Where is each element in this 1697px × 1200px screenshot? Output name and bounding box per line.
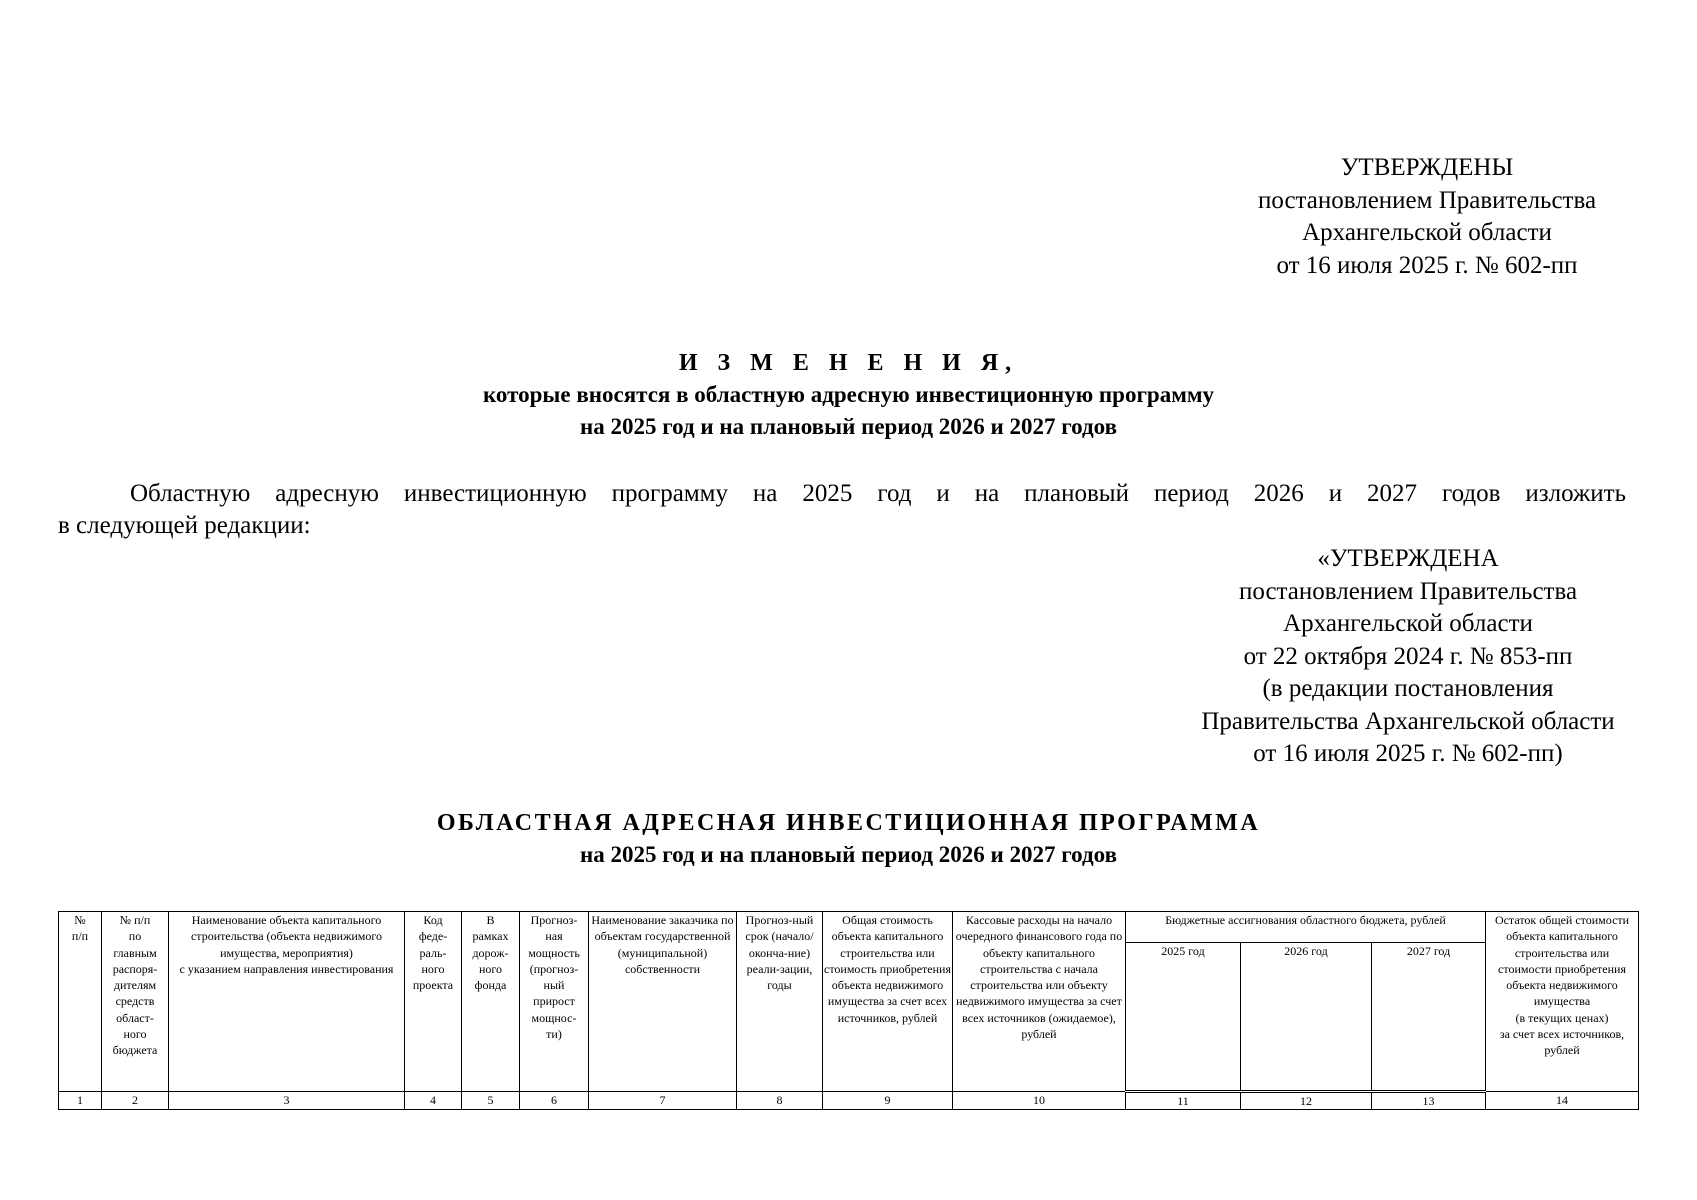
column-number: 10: [953, 1092, 1126, 1110]
investment-program-table: [58, 911, 1639, 1110]
header-year-2026: 2026 год: [1241, 943, 1372, 1092]
header-year-2025: 2025 год: [1126, 943, 1241, 1092]
header-number: № п/п: [59, 912, 102, 1092]
program-heading: ОБЛАСТНАЯ АДРЕСНАЯ ИНВЕСТИЦИОННАЯ ПРОГРАММА: [436, 810, 1261, 836]
column-number: 6: [520, 1092, 589, 1110]
header-budget-allocations: Бюджетные ассигнования областного бюджета, рублей: [1126, 912, 1486, 943]
intro-line-1: Областную адресную инвестиционную программу на 2025 год и на плановый период 2026 и 2027 годов изложить: [130, 480, 1626, 507]
column-number: 1: [59, 1092, 102, 1110]
approval-line: Архангельской области: [1302, 219, 1552, 246]
approval-line: УТВЕРЖДЕНЫ: [1340, 154, 1514, 181]
approval-line: Архангельской области: [1283, 610, 1533, 637]
header-object-name: Наименование объекта капитального строительства (объекта недвижимого имущества, мероприятия) с указанием направления инвестирования: [169, 912, 405, 1092]
approval-line: от 16 июля 2025 г. № 602-пп: [1276, 251, 1578, 279]
column-number: 8: [737, 1092, 823, 1110]
approval-line: «УТВЕРЖДЕНА: [1317, 545, 1499, 572]
changes-title: [0, 347, 1697, 443]
header-road-fund: В рамках дорож- ного фонда: [462, 912, 520, 1092]
approval-line: постановлением Правительства: [1238, 577, 1578, 605]
column-number: 14: [1486, 1092, 1639, 1110]
intro-line-2: в следующей редакции:: [58, 512, 311, 539]
column-number-row: [59, 1092, 1639, 1110]
approval-stamp-top: [1227, 152, 1627, 282]
header-cash-expenses: Кассовые расходы на начало очередного финансового года по объекту капитального строительства с начала строительства или объекту недвижимого имущества за счет всех источников (ожидаемое), рублей: [953, 912, 1126, 1092]
changes-subheading-1: которые вносятся в областную адресную инвестиционную программу: [482, 382, 1215, 407]
program-title: [0, 807, 1697, 871]
header-remaining-cost: Остаток общей стоимости объекта капитального строительства или стоимости приобретения объекта недвижимого имущества (в текущих ценах) за счет всех источников, рублей: [1486, 912, 1639, 1092]
column-number: 12: [1241, 1092, 1372, 1110]
column-number: 9: [823, 1092, 953, 1110]
changes-heading: И З М Е Н Е Н И Я,: [678, 350, 1019, 376]
program-subheading: на 2025 год и на плановый период 2026 и 2027 годов: [580, 842, 1117, 867]
approval-stamp-program: [1155, 543, 1661, 771]
header-federal-project-code: Код феде- раль- ного проекта: [405, 912, 462, 1092]
column-number: 7: [589, 1092, 737, 1110]
header-number-by-manager: № п/п по главным распоря- дителям средств област- ного бюджета: [102, 912, 169, 1092]
column-number: 5: [462, 1092, 520, 1110]
header-forecast-capacity: Прогноз- ная мощность (прогноз- ный прирост мощнос- ти): [520, 912, 589, 1092]
header-implementation-period: Прогноз-ный срок (начало/ оконча-ние) реали-зации, годы: [737, 912, 823, 1092]
approval-line: от 22 октября 2024 г. № 853-пп: [1243, 642, 1573, 670]
approval-line: постановлением Правительства: [1257, 186, 1597, 214]
changes-subheading-2: на 2025 год и на плановый период 2026 и 2027 годов: [580, 414, 1117, 439]
column-number: 13: [1372, 1092, 1486, 1110]
column-number: 3: [169, 1092, 405, 1110]
intro-paragraph: [58, 478, 1626, 542]
header-customer-name: Наименование заказчика по объектам государственной (муниципальной) собственности: [589, 912, 737, 1092]
approval-line: от 16 июля 2025 г. № 602-пп): [1253, 740, 1563, 767]
column-number: 4: [405, 1092, 462, 1110]
header-year-2027: 2027 год: [1372, 943, 1486, 1092]
approval-line: (в редакции постановления: [1262, 675, 1554, 702]
column-number: 2: [102, 1092, 169, 1110]
approval-line: Правительства Архангельской области: [1201, 707, 1615, 735]
header-total-cost: Общая стоимость объекта капитального строительства или стоимость приобретения объекта недвижимого имущества за счет всех источников, рублей: [823, 912, 953, 1092]
column-number: 11: [1126, 1092, 1241, 1110]
